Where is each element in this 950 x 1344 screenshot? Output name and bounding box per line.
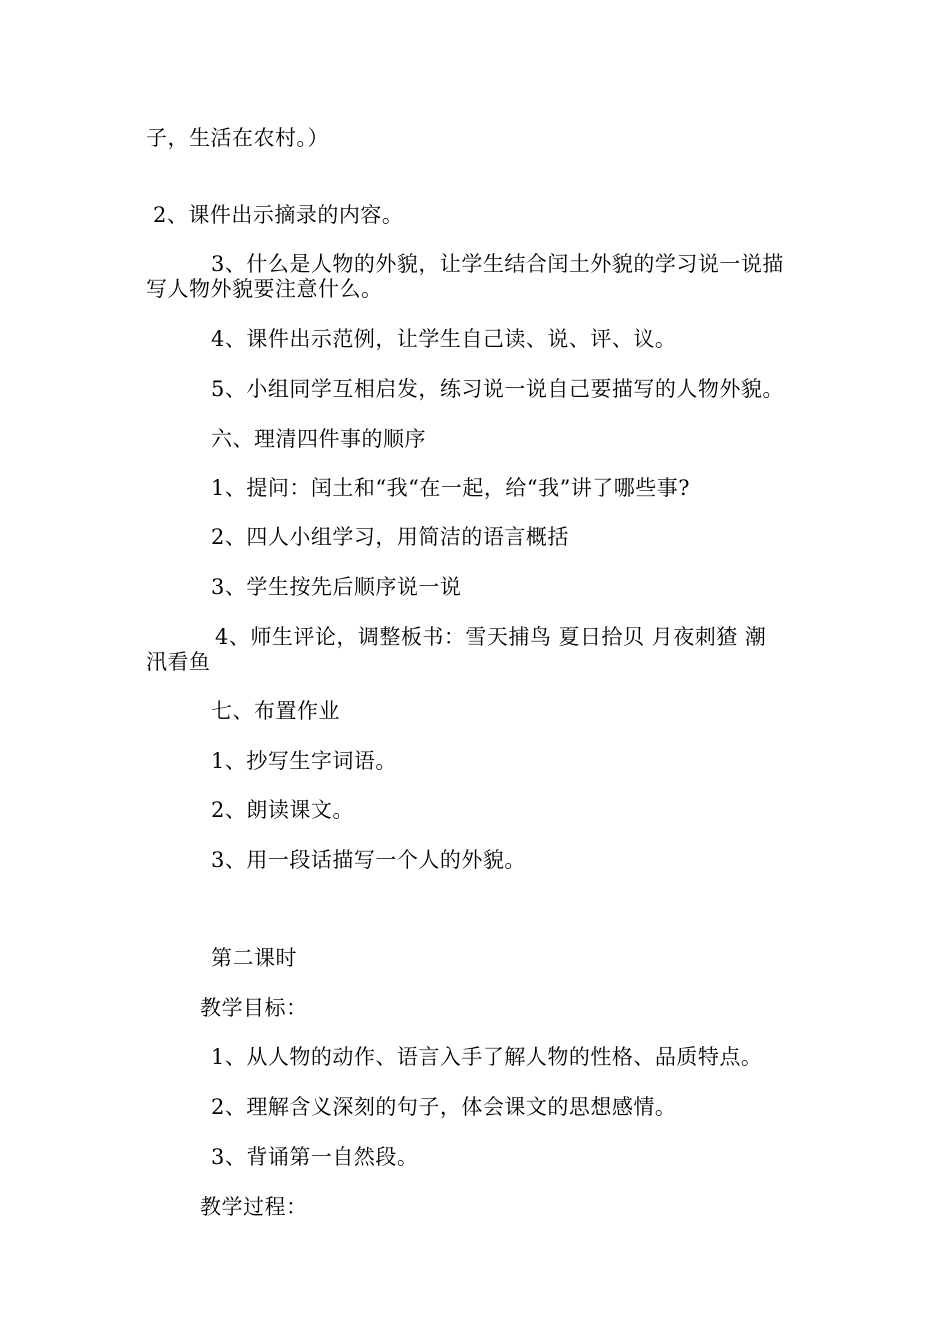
text-line: 1、抄写生字词语。 [211, 749, 397, 773]
text-line: 2、课件出示摘录的内容。 [153, 203, 404, 227]
section-heading: 六、理清四件事的顺序 [211, 427, 426, 451]
text-line: 3、什么是人物的外貌，让学生结合闰土外貌的学习说一说描 [211, 252, 784, 276]
text-line: 4、课件出示范例，让学生自己读、说、评、议。 [211, 327, 677, 351]
text-line: 1、从人物的动作、语言入手了解人物的性格、品质特点。 [211, 1045, 763, 1069]
text-line: 5、小组同学互相启发，练习说一说自己要描写的人物外貌。 [211, 377, 784, 401]
text-line: 3、用一段话描写一个人的外貌。 [211, 848, 526, 872]
subheading: 教学目标： [200, 996, 308, 1020]
text-line: 汛看鱼 [146, 650, 211, 674]
text-line: 3、学生按先后顺序说一说 [211, 575, 462, 599]
text-line: 2、四人小组学习，用简洁的语言概括 [211, 525, 569, 549]
text-line: 2、朗读课文。 [211, 798, 354, 822]
text-line: 2、理解含义深刻的句子，体会课文的思想感情。 [211, 1095, 677, 1119]
text-line: 4、师生评论，调整板书：雪天捕鸟 夏日拾贝 月夜刺猹 潮 [215, 625, 767, 649]
section-heading: 第二课时 [211, 946, 297, 970]
text-line: 写人物外貌要注意什么。 [146, 277, 383, 301]
text-line: 3、背诵第一自然段。 [211, 1145, 419, 1169]
text-line: 子，生活在农村。） [146, 126, 329, 150]
text-line: 1、提问：闰土和“我“在一起，给“我”讲了哪些事? [211, 476, 691, 500]
subheading: 教学过程： [200, 1195, 308, 1219]
section-heading: 七、布置作业 [211, 699, 340, 723]
